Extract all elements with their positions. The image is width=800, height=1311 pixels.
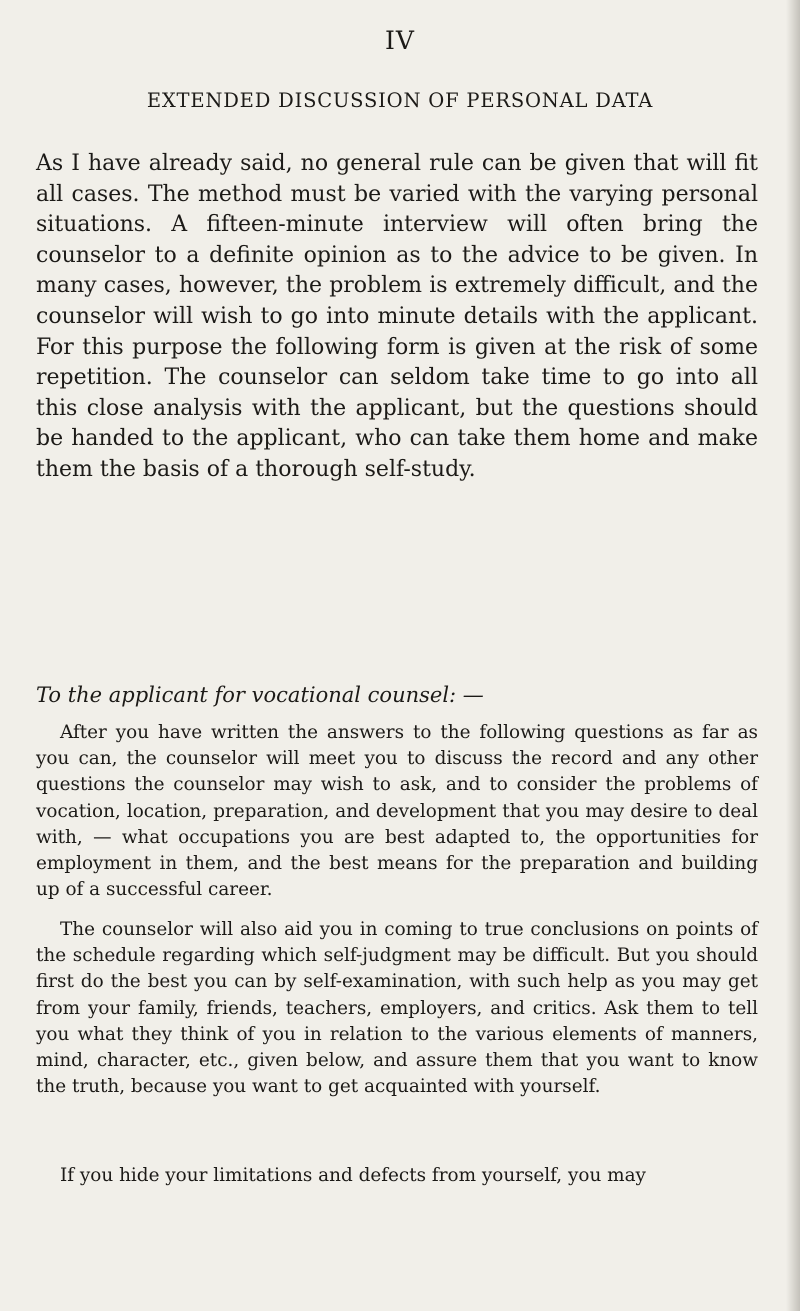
intro-paragraph: As I have already said, no general rule can be given that will fit all cases. The method must be varied with the varying personal situations. A fifteen-minute interview will often bring the counselor to a definite opinion as to the advice to be given. In many cases, however, the problem is extremely difficult, and the counselor will wish to go into minute details with the applicant. For this purpose the following form is given at the risk of some repetition. The counselor can seldom take time to go into all this close analysis with the applicant, but the questions should be handed to the applicant, who can take them home and make them the basis of a thorough self-study. [36,151,758,482]
form-heading: To the applicant for vocational counsel: — [36,683,484,707]
form-paragraph-2: The counselor will also aid you in coming to true conclusions on points of the schedule regarding which self-judgment may be difficult. But you should first do the best you can by self-examination, with such help as you may get from your family, friends, teachers, employers, and critics. Ask them to tell you what they think of you in relation to the various elements of manners, mind, character, etc., given below, and assure them that you want to know the truth, because you want to get acquainted with yourself. [36,919,758,1098]
page-edge-shadow [786,0,800,1311]
form-paragraph-1: After you have written the answers to the following questions as far as you can, the counselor will meet you to discuss the record and any other questions the counselor may wish to ask, and to consider the problems of vocation, location, preparation, and development that you may desire to deal with, — what occupations you are best adapted to, the opportunities for employment in them, and the best means for the preparation and building up of a successful career. [36,722,758,901]
chapter-number: IV [385,26,415,55]
chapter-title: EXTENDED DISCUSSION OF PERSONAL DATA [146,89,654,112]
form-paragraph-3: If you hide your limitations and defects from yourself, you may [60,1165,646,1186]
